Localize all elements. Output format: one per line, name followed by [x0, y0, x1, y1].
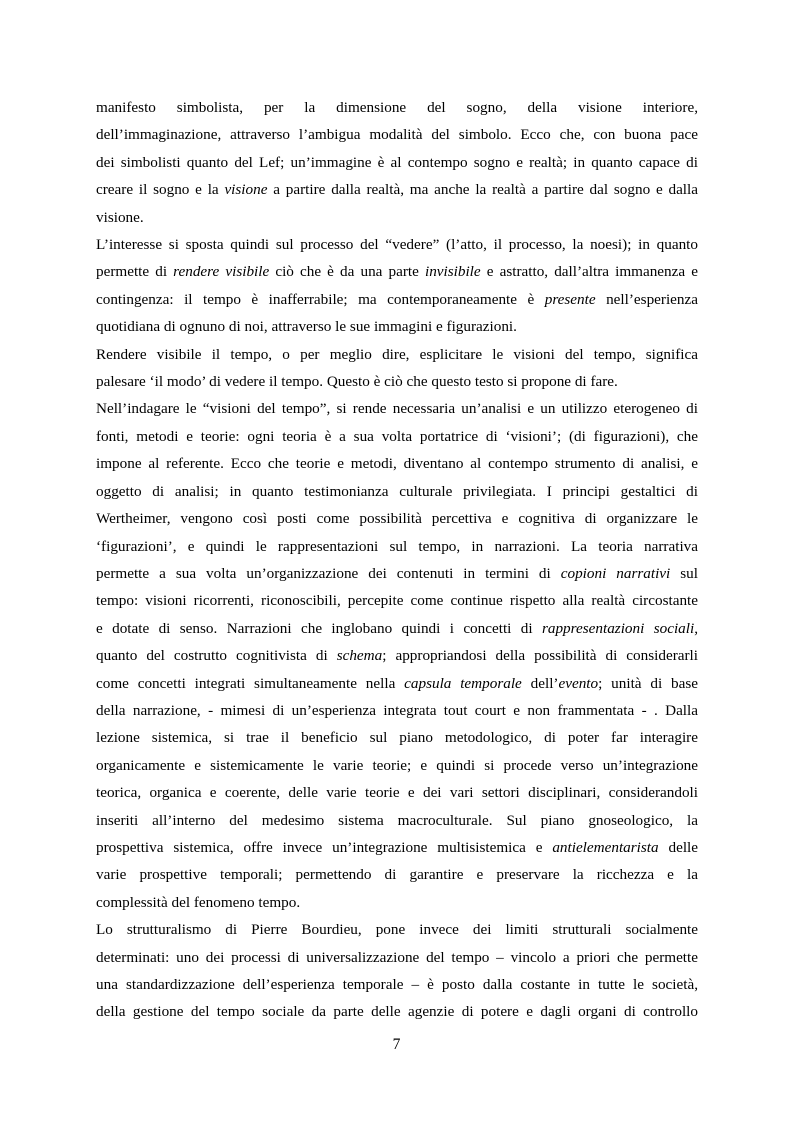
text-segment: dei simbolisti quanto del Lef; un’immagine è al contempo sogno e realtà; in quanto capace di	[96, 153, 698, 171]
text-line	[96, 944, 698, 971]
text-segment: e dotate di senso. Narrazioni che inglobano quindi i concetti di	[96, 619, 542, 637]
text-segment: ; unità di base	[598, 674, 699, 692]
italic-text: antielementarista	[552, 838, 659, 856]
text-segment: quotidiana di ognuno di noi, attraverso le sue immagini e figurazioni.	[96, 318, 517, 336]
text-line	[96, 149, 698, 176]
text-segment: impone al referente. Ecco che teorie e metodi, diventano al contempo strumento di analisi, e	[96, 455, 698, 473]
text-segment: varie prospettive temporali; permettendo di garantire e preservare la ricchezza e la	[96, 866, 698, 884]
text-segment: permette di	[96, 263, 174, 281]
text-segment: L’interesse si sposta quindi sul processo del “vedere” (l’atto, il processo, la noesi); in quanto	[96, 236, 698, 254]
text-line	[96, 341, 698, 368]
text-line	[96, 258, 698, 285]
text-segment: determinati: uno dei processi di universalizzazione del tempo – vincolo a priori che permette	[96, 948, 698, 966]
text-line	[96, 204, 698, 231]
text-line	[96, 724, 698, 751]
italic-text: copioni narrativi	[560, 564, 671, 582]
paragraph	[96, 94, 698, 231]
text-segment: inseriti all’interno del medesimo sistema macroculturale. Sul piano gnoseologico, la	[96, 811, 698, 829]
text-segment: ‘figurazioni’, e quindi le rappresentazioni sul tempo, in narrazioni. La teoria narrativa	[96, 537, 698, 555]
text-segment: lezione sistemica, si trae il beneficio sul piano metodologico, di poter far interagire	[96, 729, 698, 747]
text-segment: a partire dalla realtà, ma anche la realtà a partire dal sogno e dalla	[267, 181, 698, 199]
text-line	[96, 505, 698, 532]
text-segment: ; appropriandosi della possibilità di considerarli	[382, 647, 698, 665]
text-segment: fonti, metodi e teorie: ogni teoria è a sua volta portatrice di ‘visioni’; (di figurazioni), che	[96, 427, 698, 445]
text-line	[96, 368, 698, 395]
text-line	[96, 971, 698, 998]
text-line	[96, 697, 698, 724]
italic-text: presente	[544, 290, 596, 308]
text-line	[96, 121, 698, 148]
text-segment: una standardizzazione dell’esperienza temporale – è posto dalla costante in tutte le società,	[96, 976, 698, 993]
text-segment: delle	[658, 838, 699, 856]
paragraph	[96, 395, 698, 916]
text-line	[96, 889, 698, 916]
text-line	[96, 916, 698, 943]
text-segment: teorica, organica e coerente, delle varie teorie e dei vari settori disciplinari, considerandoli	[96, 784, 698, 802]
text-line	[96, 752, 698, 779]
text-line	[96, 587, 698, 614]
text-segment: creare il sogno e la	[96, 181, 225, 199]
text-line	[96, 286, 698, 313]
text-segment: della gestione del tempo sociale da parte delle agenzie di potere e dagli organi di controllo	[96, 1003, 698, 1021]
paragraph	[96, 916, 698, 1026]
text-segment: quanto del costrutto cognitivista di	[96, 647, 337, 665]
text-segment: Nell’indagare le “visioni del tempo”, si rende necessaria un’analisi e un utilizzo eterogeneo di	[96, 400, 698, 418]
italic-text: visione	[224, 181, 268, 199]
text-line	[96, 615, 698, 642]
page-number: 7	[392, 1036, 401, 1053]
text-line	[96, 94, 698, 121]
text-line	[96, 176, 698, 203]
text-line	[96, 231, 698, 258]
text-line	[96, 533, 698, 560]
text-line	[96, 450, 698, 477]
text-segment: prospettiva sistemica, offre invece un’integrazione multisistemica e	[96, 838, 553, 856]
text-segment: oggetto di analisi; in quanto testimonianza culturale privilegiata. I principi gestaltici di	[96, 482, 698, 500]
text-segment: contingenza: il tempo è inafferrabile; ma contemporaneamente è	[96, 290, 545, 308]
text-line	[96, 807, 698, 834]
text-line	[96, 560, 698, 587]
italic-text: evento	[558, 674, 599, 692]
text-segment: tempo: visioni ricorrenti, riconoscibili, percepite come continue rispetto alla realtà circostante	[96, 592, 698, 610]
text-segment: Lo strutturalismo di Pierre Bourdieu, pone invece dei limiti strutturali socialmente	[96, 921, 698, 939]
text-segment: visione.	[96, 208, 144, 226]
text-line	[96, 861, 698, 888]
text-line	[96, 313, 698, 340]
text-segment: dell’	[521, 674, 559, 692]
italic-text: schema	[336, 647, 383, 665]
body-text	[96, 94, 698, 1026]
text-segment: manifesto simbolista, per la dimensione del sogno, della visione interiore,	[96, 99, 698, 116]
text-segment: e astratto, dall’altra immanenza e	[480, 263, 698, 281]
text-line	[96, 478, 698, 505]
italic-text: rappresentazioni sociali	[541, 619, 695, 637]
text-segment: Rendere visibile il tempo, o per meglio dire, esplicitare le visioni del tempo, significa	[96, 345, 698, 363]
text-line	[96, 834, 698, 861]
text-segment: permette a sua volta un’organizzazione dei contenuti in termini di	[96, 564, 561, 582]
italic-text: invisibile	[424, 263, 481, 281]
text-line	[96, 423, 698, 450]
text-segment: palesare ‘il modo’ di vedere il tempo. Questo è ciò che questo testo si propone di fare.	[96, 373, 618, 391]
text-line	[96, 642, 698, 669]
text-segment: Wertheimer, vengono così posti come possibilità percettiva e cognitiva di organizzare le	[96, 510, 698, 528]
text-segment: come concetti integrati simultaneamente nella	[96, 674, 405, 692]
text-line	[96, 395, 698, 422]
text-segment: ,	[694, 619, 698, 637]
italic-text: capsula temporale	[404, 674, 522, 692]
text-line	[96, 779, 698, 806]
paragraph	[96, 341, 698, 396]
text-segment: ciò che è da una parte	[269, 263, 425, 281]
text-segment: nell’esperienza	[595, 290, 698, 308]
text-segment: della narrazione, - mimesi di un’esperienza integrata tout court e non frammentata - . Dalla	[96, 701, 698, 719]
paragraph	[96, 231, 698, 341]
text-segment: complessità del fenomeno tempo.	[96, 893, 301, 911]
text-segment: sul	[670, 564, 698, 582]
text-segment: organicamente e sistemicamente le varie teorie; e quindi si procede verso un’integrazione	[96, 756, 698, 774]
text-segment: dell’immaginazione, attraverso l’ambigua modalità del simbolo. Ecco che, con buona pace	[96, 126, 698, 144]
italic-text: rendere visibile	[173, 263, 270, 281]
text-line	[96, 998, 698, 1025]
text-line	[96, 670, 698, 697]
